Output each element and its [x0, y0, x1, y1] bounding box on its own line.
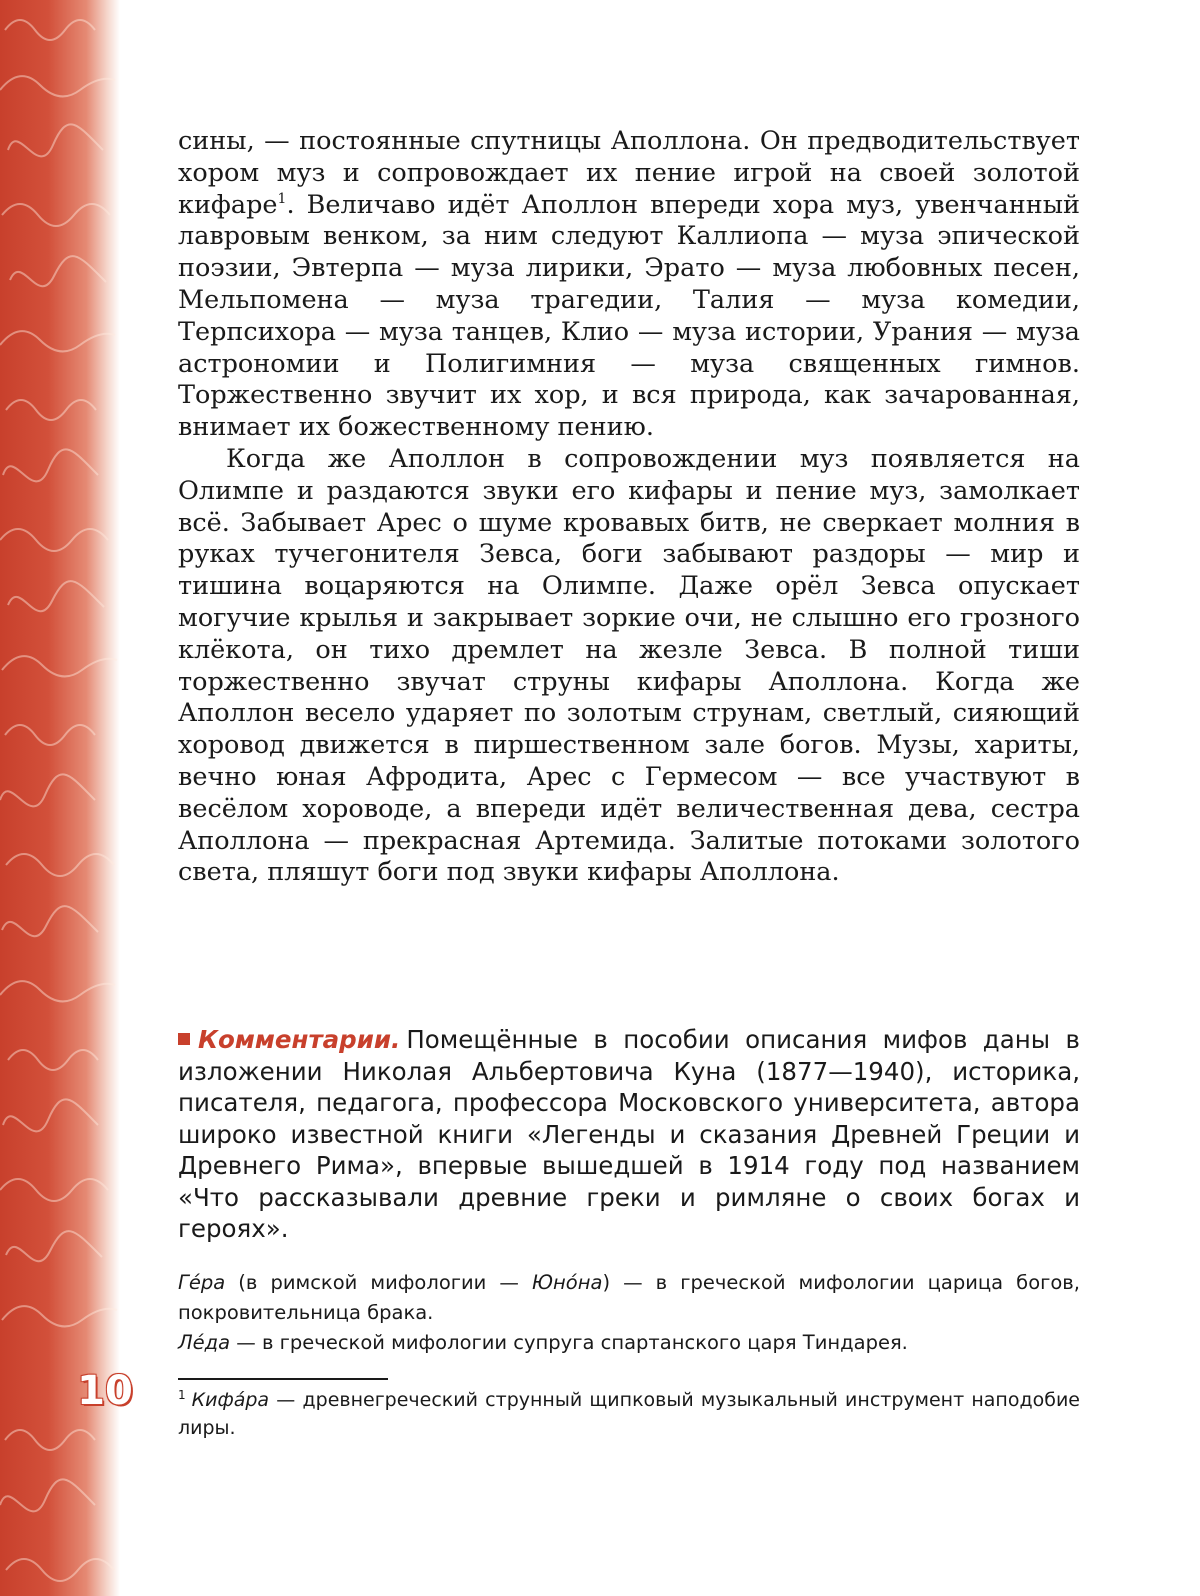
paragraph-1-end: . Величаво идёт Аполлон впереди хора муз, увенчанный лавровым венком, за ним следуют Каллиопа — муза эпической поэзии, Эвтерпа — муза лирики, Эрато — муза любовных песен, Мельпомена — муза трагедии, Талия — муза комедии, Терпсихора — муза танцев, Клио — муза истории, Урания — муза астрономии и Полигимния — муза священных гимнов. Торжественно звучит их хор, и вся природа, как зачарованная, внимает их божественному пению. [178, 189, 1080, 443]
handwriting-pattern [0, 0, 120, 1596]
glossary-prefix: (в римской мифологии — [225, 1271, 532, 1294]
comment-text: Помещённые в пособии описания мифов даны в изложении Николая Альбертовича Куна (1877—1940), историка, писателя, педагога, профессора Московского университета, автора широко известной книги «Легенды и сказания Древней Греции и Древнего Рима», впервые вышедшей в 1914 году под названием «Что рассказывали древние греки и римляне о своих богах и героях». [178, 1025, 1080, 1243]
footnote-reference: 1 [277, 190, 287, 207]
square-bullet-icon [178, 1033, 190, 1045]
glossary-term: Ге́ра [178, 1271, 226, 1294]
main-text [178, 126, 1080, 889]
footnote [178, 1386, 1080, 1442]
glossary-alt-term: Юно́на [532, 1271, 603, 1294]
footnote-mark: 1 [178, 1388, 186, 1402]
paragraph-1-start: сины, — постоянные спутницы Аполлона. Он предводительствует хором муз и сопровождает их пение игрой на своей золотой кифаре [178, 126, 1080, 220]
glossary [178, 1268, 1080, 1358]
footnote-term: Кифа́ра [191, 1389, 270, 1411]
glossary-entry-hera [178, 1268, 1080, 1328]
comment-label: Комментарии. [198, 1025, 401, 1054]
footnote-divider [178, 1378, 388, 1380]
glossary-definition: — в греческой мифологии супруга спартанского царя Тиндарея. [230, 1331, 908, 1354]
footnote-definition: — древнегреческий струнный щипковый музыкальный инструмент наподобие лиры. [178, 1389, 1080, 1439]
page-number: 10 [77, 1368, 133, 1414]
decorative-side-band [0, 0, 120, 1596]
glossary-term: Ле́да [178, 1331, 231, 1354]
comment-block [178, 1024, 1080, 1245]
paragraph-1 [178, 126, 1080, 444]
glossary-entry-leda [178, 1328, 1080, 1358]
glossary-definition: ) — в греческой мифологии царица богов, покровительница брака. [178, 1271, 1080, 1324]
paragraph-2: Когда же Аполлон в сопровождении муз появляется на Олимпе и раздаются звуки его кифары и пение муз, замолкает всё. Забывает Арес о шуме кровавых битв, не сверкает молния в руках тучегонителя Зевса, боги забывают раздоры — мир и тишина воцаряются на Олимпе. Даже орёл Зевса опускает могучие крылья и закрывает зоркие очи, не слышно его грозного клёкота, он тихо дремлет на жезле Зевса. В полной тиши торжественно звучат струны кифары Аполлона. Когда же Аполлон весело ударяет по золотым струнам, светлый, сияющий хоровод движется в пиршественном зале богов. Музы, хариты, вечно юная Афродита, Арес с Гермесом — все участвуют в весёлом хороводе, а впереди идёт величественная дева, сестра Аполлона — прекрасная Артемида. Залитые потоками золотого света, пляшут боги под звуки кифары Аполлона. [178, 443, 1080, 888]
